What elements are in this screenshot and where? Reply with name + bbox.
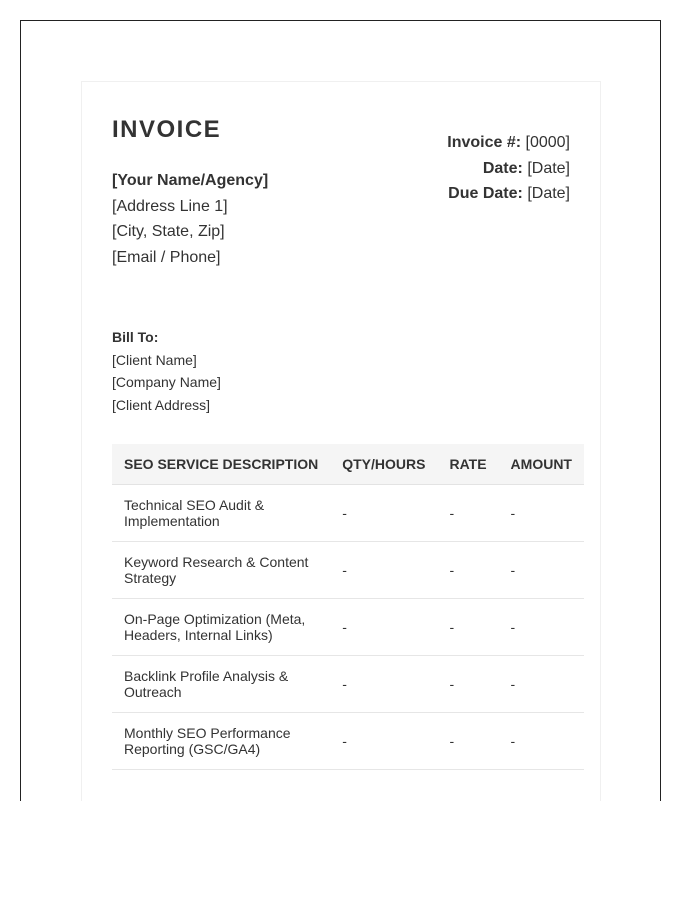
- client-name: [Client Name]: [112, 351, 197, 368]
- invoice-date-value: [Date]: [527, 159, 570, 177]
- invoice-number-value: [0000]: [525, 134, 570, 151]
- invoice-date-label: Date:: [482, 159, 523, 177]
- row-rate: -: [437, 599, 498, 656]
- row-amount: -: [499, 713, 584, 770]
- table-row: [112, 656, 584, 713]
- table-header-row: [112, 444, 584, 485]
- sender-block: [112, 168, 268, 270]
- invoice-meta: [447, 130, 570, 207]
- invoice-date-row: [447, 156, 570, 182]
- client-address: [Client Address]: [112, 396, 211, 413]
- row-description: Keyword Research & Content Strategy: [112, 542, 330, 599]
- invoice-number-row: [447, 130, 570, 156]
- row-rate: -: [437, 656, 498, 713]
- company-name: [Company Name]: [112, 374, 221, 390]
- sender-contact-line: [Email / Phone]: [112, 248, 221, 266]
- row-qty: -: [330, 713, 437, 770]
- services-table: [112, 444, 584, 770]
- header-rate: RATE: [437, 444, 498, 485]
- row-qty: -: [330, 485, 437, 542]
- table-row: [112, 542, 584, 599]
- sender-name: [Your Name/Agency]: [112, 172, 269, 189]
- row-rate: -: [437, 713, 498, 770]
- row-amount: -: [499, 656, 584, 713]
- header-description: SEO SERVICE DESCRIPTION: [112, 444, 330, 485]
- header-qty: QTY/HOURS: [330, 444, 437, 485]
- invoice-due-value: [Date]: [527, 185, 570, 202]
- invoice-number-label: Invoice #:: [447, 134, 522, 151]
- sender-city-line: [City, State, Zip]: [112, 223, 225, 240]
- row-description: Monthly SEO Performance Reporting (GSC/GA4): [112, 713, 330, 770]
- sender-address-line: [Address Line 1]: [112, 197, 228, 215]
- row-amount: -: [499, 599, 584, 656]
- table-row: [112, 485, 584, 542]
- row-rate: -: [437, 542, 498, 599]
- row-qty: -: [330, 656, 437, 713]
- row-amount: -: [499, 485, 584, 542]
- header-amount: AMOUNT: [499, 444, 584, 485]
- row-rate: -: [437, 485, 498, 542]
- table-row: [112, 599, 584, 656]
- row-amount: -: [499, 542, 584, 599]
- row-description: Backlink Profile Analysis & Outreach: [112, 656, 330, 713]
- invoice-due-row: [447, 181, 570, 207]
- row-description: On-Page Optimization (Meta, Headers, Internal Links): [112, 599, 330, 656]
- bill-to-label: Bill To:: [112, 329, 159, 345]
- bill-to-block: [112, 326, 221, 416]
- row-qty: -: [330, 542, 437, 599]
- table-row: [112, 713, 584, 770]
- row-description: Technical SEO Audit & Implementation: [112, 485, 330, 542]
- invoice-title: INVOICE: [112, 116, 222, 143]
- row-qty: -: [330, 599, 437, 656]
- invoice-due-label: Due Date:: [448, 185, 523, 202]
